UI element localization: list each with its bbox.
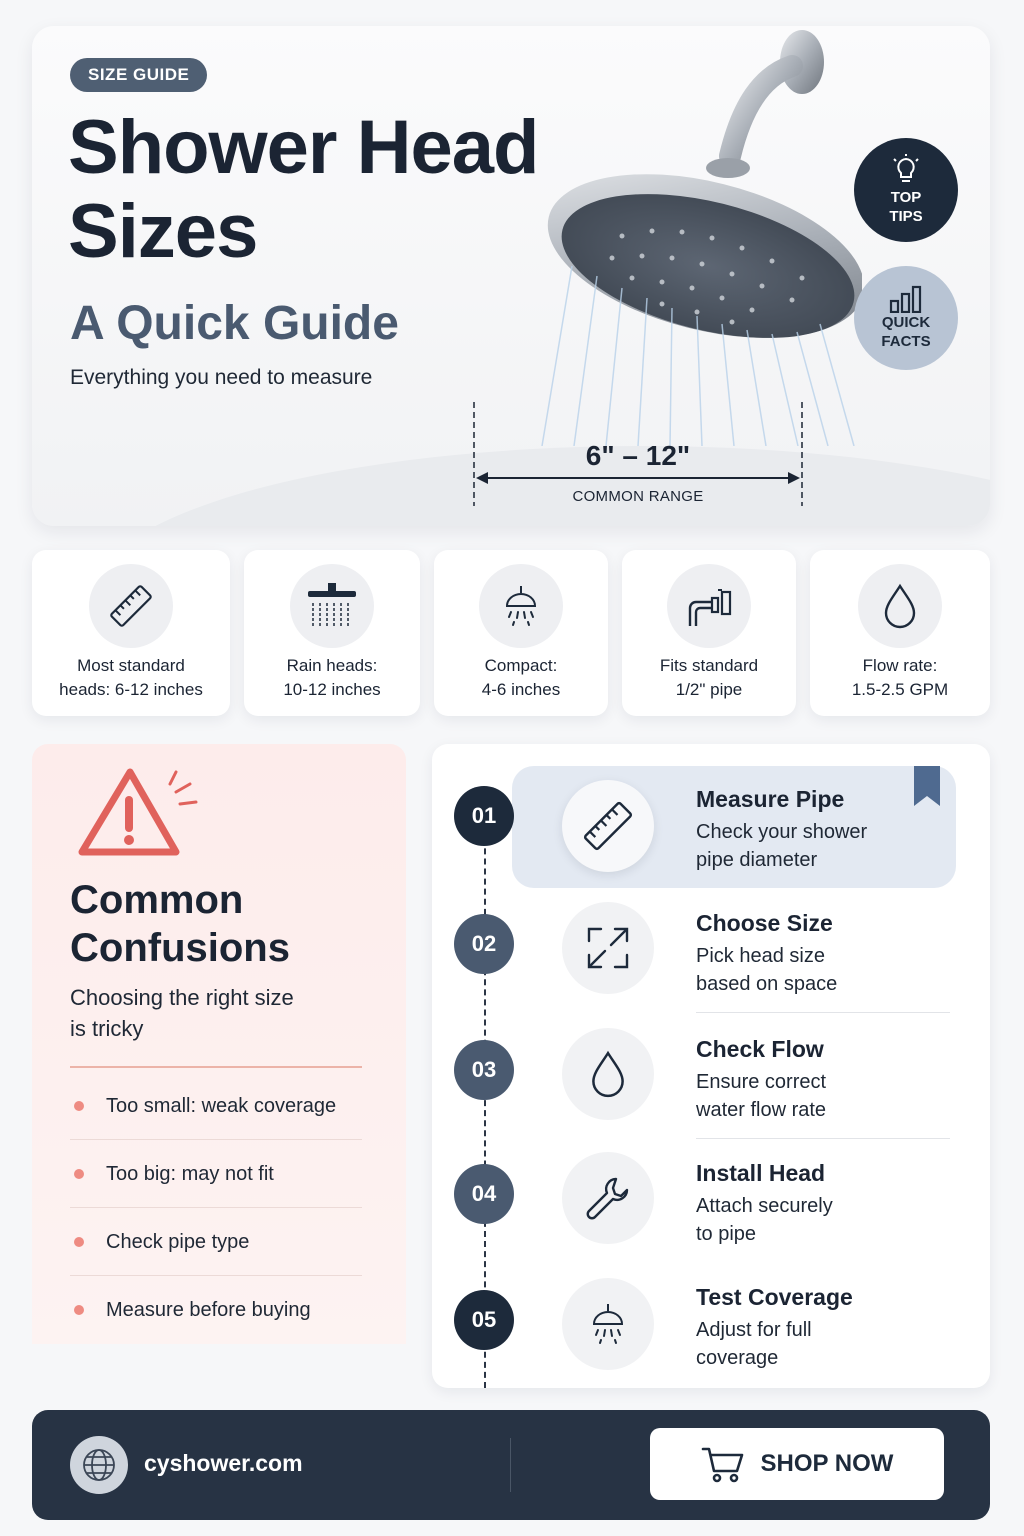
list-item-text: Too small: weak coverage	[106, 1095, 337, 1117]
step-description	[696, 942, 896, 998]
bookmark-icon	[914, 766, 940, 806]
bullet-dot	[74, 1169, 84, 1179]
footer-divider	[510, 1438, 511, 1492]
list-item-text: Too big: may not fit	[106, 1163, 274, 1185]
facts-label-2: FACTS	[881, 333, 931, 350]
fact-line-1: Most standard	[77, 656, 185, 675]
title-line-1: Shower Head	[68, 105, 539, 190]
globe-icon	[70, 1436, 128, 1494]
list-item	[70, 1072, 362, 1140]
step-divider	[696, 1012, 950, 1013]
expand-icon	[562, 902, 654, 994]
step-desc-line-2: pipe diameter	[696, 849, 818, 871]
fact-line-2: 4-6 inches	[481, 680, 561, 699]
confusions-title	[70, 876, 390, 972]
step-desc-line-2: based on space	[696, 973, 838, 995]
fact-card-compact	[434, 550, 608, 716]
fact-line-2: 1/2" pipe	[675, 680, 743, 699]
step-number: 05	[454, 1290, 514, 1350]
hero-subtitle: A Quick Guide	[70, 297, 399, 350]
step-desc-line-1: Pick head size	[696, 945, 825, 967]
lightbulb-icon	[891, 154, 921, 188]
bullet-dot	[74, 1101, 84, 1111]
confusions-title-line-1: Common	[70, 878, 244, 922]
step-description	[696, 1316, 896, 1372]
shop-now-button[interactable]	[650, 1428, 944, 1500]
wrench-icon	[562, 1152, 654, 1244]
bar-chart-icon	[889, 285, 923, 313]
fact-line-2: 10-12 inches	[283, 680, 381, 699]
confusions-subtitle	[70, 982, 370, 1044]
fact-line-1: Flow rate:	[862, 656, 938, 675]
list-item	[70, 1276, 362, 1344]
bullet-dot	[74, 1305, 84, 1315]
range-label: COMMON RANGE	[572, 488, 704, 505]
confusions-subtitle-line-2: is tricky	[70, 1016, 144, 1041]
step-divider	[696, 1138, 950, 1139]
fact-card-flow	[810, 550, 990, 716]
step-desc-line-2: water flow rate	[696, 1099, 827, 1121]
hero-description: Everything you need to measure	[70, 366, 373, 389]
fact-card-rain	[244, 550, 420, 716]
water-drop-icon	[562, 1028, 654, 1120]
rain-shower-icon	[290, 564, 374, 648]
top-tips-button[interactable]	[854, 138, 958, 242]
fact-card-pipe	[622, 550, 796, 716]
step-title: Install Head	[696, 1160, 826, 1186]
title-line-2: Sizes	[68, 189, 258, 274]
facts-label-1: QUICK	[881, 314, 931, 331]
ruler-icon	[89, 564, 173, 648]
water-drop-icon	[858, 564, 942, 648]
step-number: 04	[454, 1164, 514, 1224]
divider	[70, 1066, 362, 1068]
step-title: Choose Size	[696, 910, 833, 936]
step-description	[696, 1192, 896, 1248]
quick-facts-button[interactable]	[854, 266, 958, 370]
fact-line-2: 1.5-2.5 GPM	[851, 680, 949, 699]
common-confusions-panel	[32, 744, 406, 1344]
tips-label-2: TIPS	[889, 208, 923, 225]
step-desc-line-2: coverage	[696, 1347, 779, 1369]
confusions-subtitle-line-1: Choosing the right size	[70, 985, 294, 1010]
step-number: 03	[454, 1040, 514, 1100]
confusions-title-line-2: Confusions	[70, 926, 290, 970]
list-item	[70, 1140, 362, 1208]
step-description	[696, 818, 896, 874]
step-title: Measure Pipe	[696, 786, 845, 812]
list-item	[70, 1208, 362, 1276]
shower-head-illustration	[502, 26, 862, 446]
ruler-icon	[562, 780, 654, 872]
bullet-dot	[74, 1237, 84, 1247]
step-desc-line-1: Check your shower	[696, 821, 868, 843]
step-desc-line-1: Adjust for full	[696, 1319, 812, 1341]
footer-bar	[32, 1410, 990, 1520]
common-range-indicator	[472, 402, 804, 506]
step-number: 01	[454, 786, 514, 846]
list-item-text: Measure before buying	[106, 1299, 311, 1321]
step-desc-line-1: Ensure correct	[696, 1071, 827, 1093]
compact-shower-icon	[479, 564, 563, 648]
shop-now-label: SHOP NOW	[760, 1450, 894, 1477]
step-number: 02	[454, 914, 514, 974]
pipe-icon	[667, 564, 751, 648]
hero-banner	[32, 26, 990, 526]
list-item-text: Check pipe type	[106, 1231, 250, 1253]
range-value: 6" – 12"	[585, 440, 691, 471]
shower-icon	[562, 1278, 654, 1370]
steps-panel	[432, 744, 990, 1388]
step-desc-line-1: Attach securely	[696, 1195, 833, 1217]
tips-label-1: TOP	[890, 189, 922, 206]
website-link[interactable]: cyshower.com	[144, 1450, 303, 1476]
step-desc-line-2: to pipe	[696, 1223, 757, 1245]
step-description	[696, 1068, 896, 1124]
size-guide-badge: SIZE GUIDE	[70, 58, 207, 92]
fact-line-1: Rain heads:	[286, 656, 378, 675]
fact-line-1: Compact:	[484, 656, 558, 675]
step-title: Check Flow	[696, 1036, 824, 1062]
cart-icon	[701, 1445, 745, 1483]
fact-line-2: heads: 6-12 inches	[59, 680, 203, 699]
fact-card-standard	[32, 550, 230, 716]
step-title: Test Coverage	[696, 1284, 853, 1310]
warning-icon	[76, 766, 200, 860]
fact-line-1: Fits standard	[659, 656, 759, 675]
